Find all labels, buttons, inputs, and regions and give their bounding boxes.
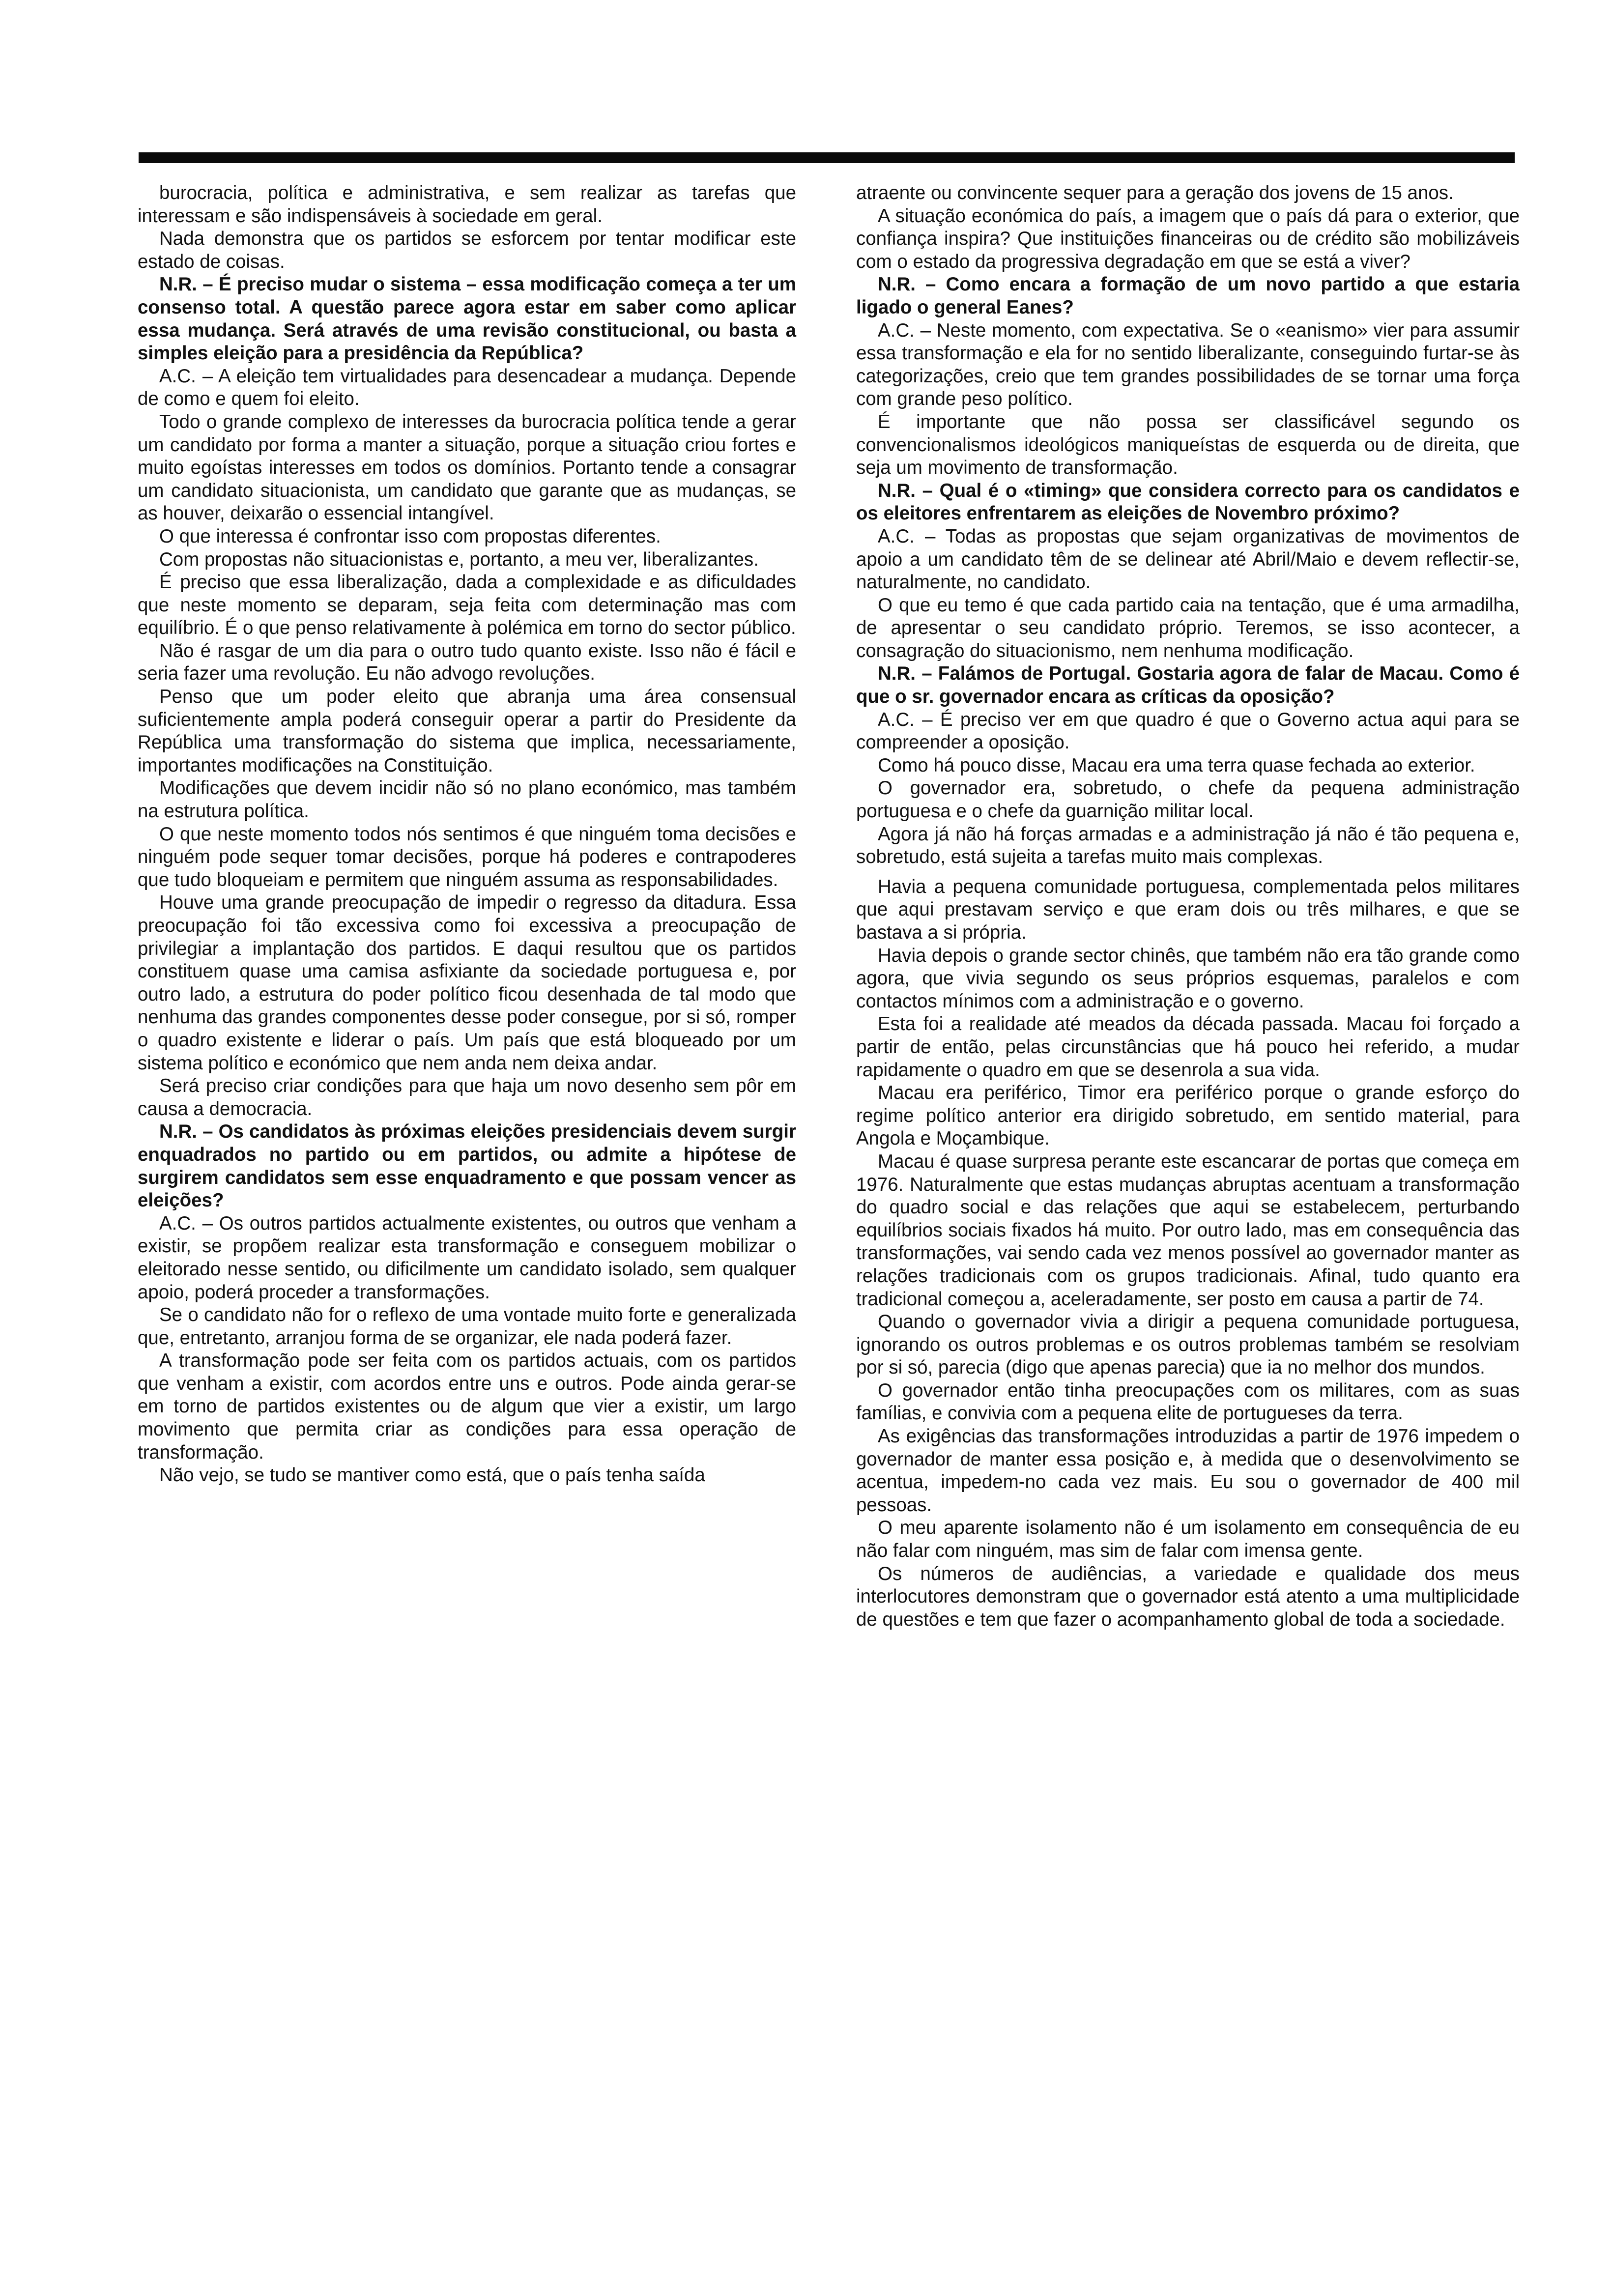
interview-question: N.R. – É preciso mudar o sistema – essa modificação começa a ter um consenso total. A questão parece agora estar em saber como aplicar essa mudança. Será através de uma revisão constitucional, ou basta a simples eleição para a presidência da República?: [138, 274, 796, 364]
article-paragraph: A.C. – Todas as propostas que sejam organizativas de movimentos de apoio a um candidato têm de se delinear até Abril/Maio e devem reflectir-se, naturalmente, no candidato.: [856, 525, 1520, 593]
article-paragraph: A situação económica do país, a imagem que o país dá para o exterior, que confiança inspira? Que instituições financeiras ou de crédito são mobilizáveis com o estado da progressiva degradação em que se está a viver?: [856, 205, 1520, 272]
article-paragraph: Como há pouco disse, Macau era uma terra quase fechada ao exterior.: [878, 754, 1475, 776]
right-column: [856, 182, 1520, 1631]
top-rule: [139, 152, 1515, 163]
article-paragraph: Macau era periférico, Timor era periférico porque o grande esforço do regime político anterior era dirigido sobretudo, em sentido material, para Angola e Moçambique.: [856, 1082, 1520, 1149]
article-paragraph: Não é rasgar de um dia para o outro tudo quanto existe. Isso não é fácil e seria fazer uma revolução. Eu não advogo revoluções.: [138, 640, 796, 685]
article-paragraph: Não vejo, se tudo se mantiver como está, que o país tenha saída: [159, 1464, 705, 1486]
article-paragraph: Havia a pequena comunidade portuguesa, complementada pelos militares que aqui prestavam serviço e que eram dois ou três milhares, e que se bastava a si própria.: [856, 876, 1520, 943]
article-paragraph: Houve uma grande preocupação de impedir o regresso da ditadura. Essa preocupação foi tão excessiva como foi excessiva a preocupação de privilegiar a implantação dos partidos. E daqui resultou que os partidos constituem quase uma camisa asfixiante da sociedade portuguesa e, por outro lado, a estrutura do poder político ficou desenhada de tal modo que nenhuma das grandes componentes desse poder consegue, por si só, romper o quadro existente e liderar o país. Um país que está bloqueado por um sistema político e económico que nem anda nem deixa andar.: [138, 892, 796, 1074]
article-paragraph: Nada demonstra que os partidos se esforcem por tentar modificar este estado de coisas.: [138, 228, 796, 272]
article-paragraph: O que neste momento todos nós sentimos é que ninguém toma decisões e ninguém pode sequer tomar decisões, porque há poderes e contrapoderes que tudo bloqueiam e permitem que ninguém assuma as responsabilidades.: [138, 823, 796, 890]
article-paragraph: O governador então tinha preocupações com os militares, com as suas famílias, e convivia com a pequena elite de portugueses da terra.: [856, 1379, 1520, 1424]
left-column: [138, 182, 796, 1487]
article-paragraph: A.C. – É preciso ver em que quadro é que o Governo actua aqui para se compreender a oposição.: [856, 709, 1520, 753]
interview-question: N.R. – Qual é o «timing» que considera correcto para os candidatos e os eleitores enfrentarem as eleições de Novembro próximo?: [856, 480, 1520, 524]
article-paragraph: A.C. – Os outros partidos actualmente existentes, ou outros que venham a existir, se propõem realizar esta transformação e conseguem mobilizar o eleitorado nesse sentido, ou dificilmente um candidato isolado, sem qualquer apoio, poderá proceder a transformações.: [138, 1212, 796, 1303]
article-paragraph: Todo o grande complexo de interesses da burocracia política tende a gerar um candidato por forma a manter a situação, porque a situação criou fortes e muito egoístas interesses em todos os domínios. Portanto tende a consagrar um candidato situacionista, um candidato que garante que as mudanças, se as houver, deixarão o essencial intangível.: [138, 411, 796, 524]
article-paragraph: Macau é quase surpresa perante este escancarar de portas que começa em 1976. Naturalmente que estas mudanças abruptas acentuam a transformação do quadro social e das relações que aqui se estabelecem, perturbando equilíbrios sociais fixados há muito. Por outro lado, mas em consequência das transformações, vai sendo cada vez menos possível ao governador manter as relações tradicionais com os grupos tradicionais. Afinal, tudo quanto era tradicional começou a, aceleradamente, ser posto em causa a partir de 74.: [856, 1150, 1520, 1310]
article-paragraph: Penso que um poder eleito que abranja uma área consensual suficientemente ampla poderá conseguir operar a partir do Presidente da República uma transformação do sistema que implica, necessariamente, importantes modificações na Constituição.: [138, 686, 796, 776]
article-paragraph: Esta foi a realidade até meados da década passada. Macau foi forçado a partir de então, pelas circunstâncias que há pouco hei referido, a mudar rapidamente o quadro em que se desenrola a sua vida.: [856, 1013, 1520, 1081]
article-paragraph: O meu aparente isolamento não é um isolamento em consequência de eu não falar com ninguém, mas sim de falar com imensa gente.: [856, 1517, 1520, 1562]
interview-question: N.R. – Como encara a formação de um novo partido a que estaria ligado o general Eanes?: [856, 274, 1520, 318]
article-paragraph: O que eu temo é que cada partido caia na tentação, que é uma armadilha, de apresentar o seu candidato próprio. Teremos, se isso acontecer, a consagração do situacionismo, nem nenhuma modificação.: [856, 594, 1520, 661]
article-paragraph: Com propostas não situacionistas e, portanto, a meu ver, liberalizantes.: [159, 548, 759, 570]
article-paragraph: O governador era, sobretudo, o chefe da pequena administração portuguesa e o chefe da guarnição militar local.: [856, 777, 1520, 822]
article-paragraph: Se o candidato não for o reflexo de uma vontade muito forte e generalizada que, entretanto, arranjou forma de se organizar, ele nada poderá fazer.: [138, 1304, 796, 1349]
article-paragraph: Quando o governador vivia a dirigir a pequena comunidade portuguesa, ignorando os outros problemas e os outros problemas também se resolviam por si só, parecia (digo que apenas parecia) que ia no melhor dos mundos.: [856, 1311, 1520, 1378]
article-paragraph: Os números de audiências, a variedade e qualidade dos meus interlocutores demonstram que o governador está atento a uma multiplicidade de questões e tem que fazer o acompanhamento global de toda a sociedade.: [856, 1563, 1520, 1630]
article-paragraph: A.C. – Neste momento, com expectativa. Se o «eanismo» vier para assumir essa transformação e ela for no sentido liberalizante, conseguindo furtar-se às categorizações, creio que tem grandes possibilidades de se tornar uma força com grande peso político.: [856, 319, 1520, 410]
article-paragraph: burocracia, política e administrativa, e sem realizar as tarefas que interessam e são indispensáveis à sociedade em geral.: [138, 182, 796, 227]
article-paragraph: Modificações que devem incidir não só no plano económico, mas também na estrutura política.: [138, 777, 796, 822]
interview-question: N.R. – Os candidatos às próximas eleições presidenciais devem surgir enquadrados no partido ou em partidos, ou admite a hipótese de surgirem candidatos sem esse enquadramento e que possam vencer as eleições?: [138, 1121, 796, 1211]
article-paragraph: A transformação pode ser feita com os partidos actuais, com os partidos que venham a existir, com acordos entre uns e outros. Pode ainda gerar-se em torno de partidos existentes ou de algum que vier a existir, um largo movimento que permita criar as condições para essa operação de transformação.: [138, 1350, 796, 1463]
article-paragraph: Será preciso criar condições para que haja um novo desenho sem pôr em causa a democracia.: [138, 1075, 796, 1119]
article-paragraph: Agora já não há forças armadas e a administração já não é tão pequena e, sobretudo, está sujeita a tarefas muito mais complexas.: [856, 823, 1520, 868]
article-paragraph: O que interessa é confrontar isso com propostas diferentes.: [159, 525, 661, 547]
article-paragraph: É importante que não possa ser classificável segundo os convencionalismos ideológicos maniqueístas de esquerda ou de direita, que seja um movimento de transformação.: [856, 411, 1520, 479]
article-paragraph: atraente ou convincente sequer para a geração dos jovens de 15 anos.: [856, 182, 1454, 203]
article-paragraph: As exigências das transformações introduzidas a partir de 1976 impedem o governador de manter essa posição e, à medida que o desenvolvimento se acentua, impedem-no cada vez mais. Eu sou o governador de 400 mil pessoas.: [856, 1426, 1520, 1516]
interview-question: N.R. – Falámos de Portugal. Gostaria agora de falar de Macau. Como é que o sr. governador encara as críticas da oposição?: [856, 663, 1520, 708]
article-paragraph: A.C. – A eleição tem virtualidades para desencadear a mudança. Depende de como e quem foi eleito.: [138, 365, 796, 410]
article-paragraph: Havia depois o grande sector chinês, que também não era tão grande como agora, que vivia segundo os seus próprios esquemas, paralelos e com contactos mínimos com a administração e o governo.: [856, 945, 1520, 1012]
article-paragraph: É preciso que essa liberalização, dada a complexidade e as dificuldades que neste momento se deparam, seja feita com determinação mas com equilíbrio. É o que penso relativamente à polémica em torno do sector público.: [138, 572, 796, 639]
